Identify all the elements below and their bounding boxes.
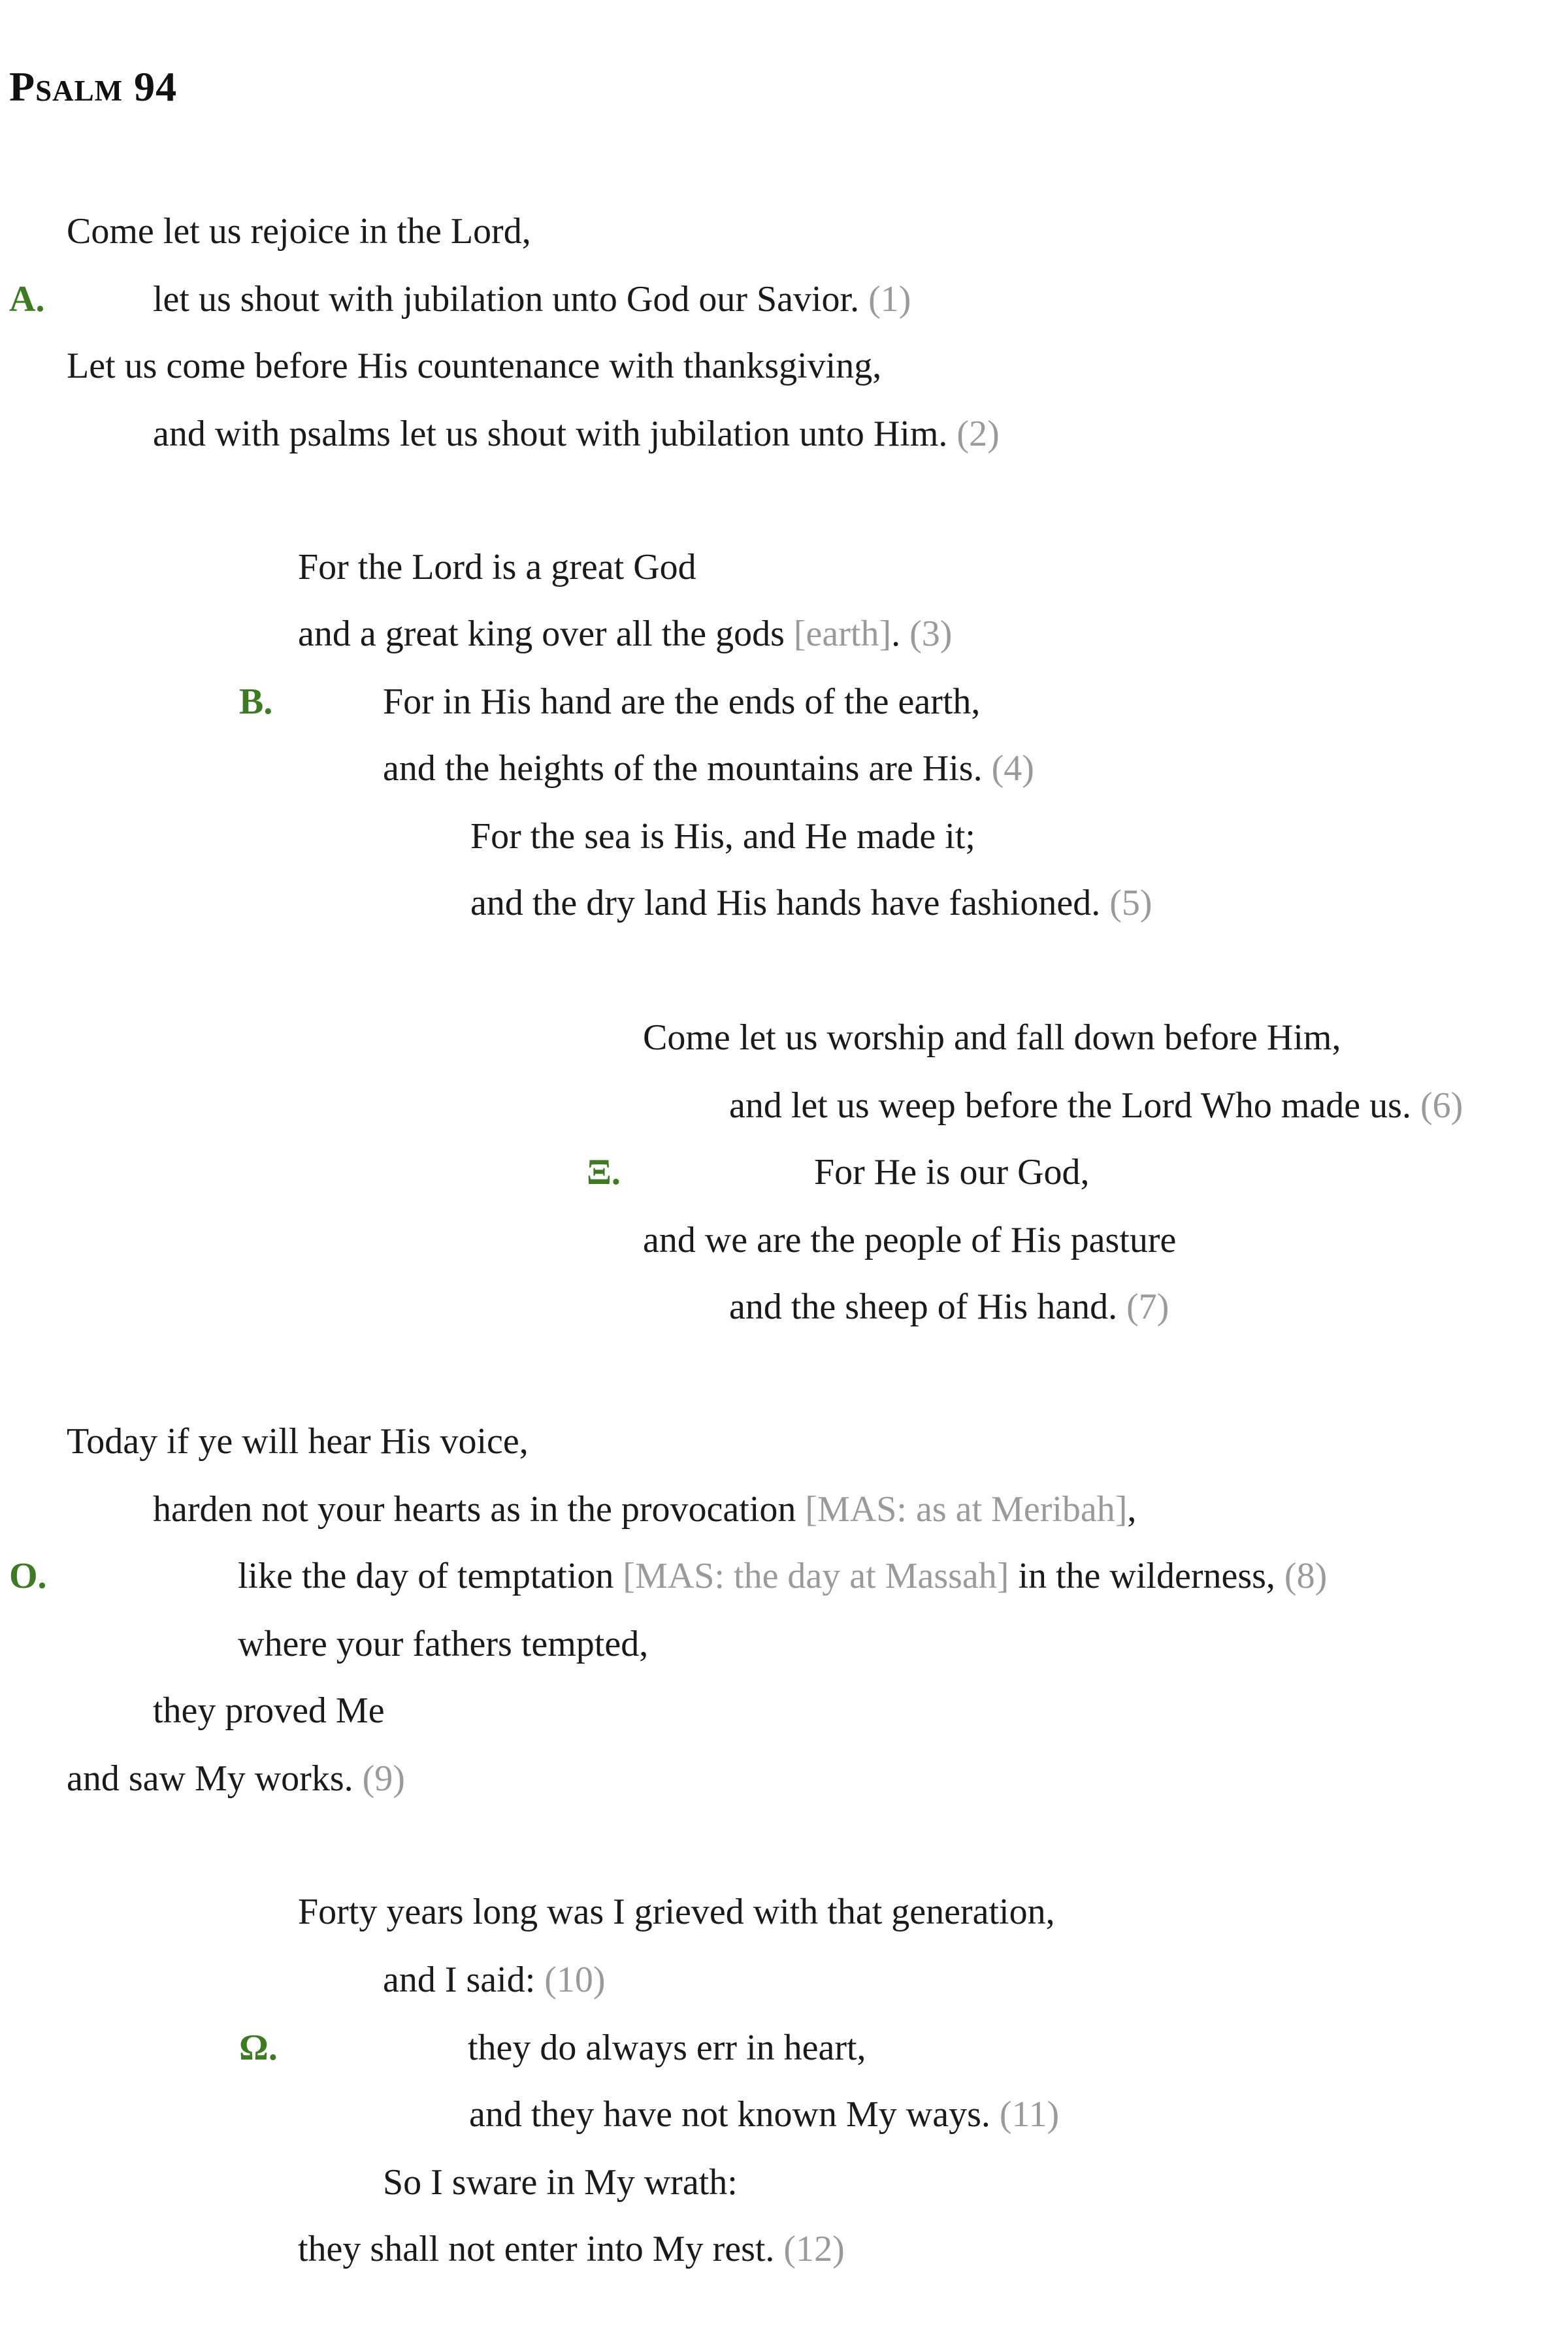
verse-number: (11)	[999, 2094, 1060, 2135]
verse-text: Come let us worship and fall down before Him,	[643, 1017, 1341, 1058]
verse-text: they proved Me	[153, 1690, 385, 1731]
verse-text: and a great king over all the gods	[298, 614, 785, 654]
verse-number: (4)	[991, 748, 1034, 789]
verse-text: where your fathers tempted,	[238, 1624, 649, 1664]
verse-text: and saw My works.	[67, 1758, 353, 1799]
verse-text: they shall not enter into My rest.	[298, 2229, 775, 2269]
verse-number: (10)	[544, 1960, 606, 2000]
verse-text: For the Lord is a great God	[298, 547, 696, 587]
verse-line	[238, 1553, 1327, 1600]
verse-line	[67, 1418, 529, 1465]
verse-number: (8)	[1284, 1556, 1328, 1596]
verse-text: and I said:	[383, 1960, 536, 2000]
verse-line	[153, 1687, 385, 1734]
verse-line	[643, 1014, 1341, 1061]
verse-text: and the dry land His hands have fashioned.	[470, 883, 1101, 923]
note-text: : as at Meribah]	[896, 1489, 1128, 1530]
verse-text: and let us weep before the Lord Who made us.	[729, 1085, 1411, 1126]
stanza-marker-omega: Ω.	[239, 2028, 278, 2068]
verse-number: (9)	[362, 1758, 405, 1799]
verse-text: let us shout with jubilation unto God our Savior.	[153, 279, 860, 320]
verse-text: Come let us rejoice in the Lord,	[67, 211, 531, 252]
verse-line	[470, 813, 975, 860]
verse-line	[383, 678, 980, 725]
verse-number: (3)	[909, 614, 953, 654]
verse-line	[383, 1956, 606, 2003]
verse-text: and the sheep of His hand.	[729, 1287, 1118, 1327]
textual-note: [MAS: as at Meribah]	[805, 1489, 1128, 1530]
stanza-marker-o: O.	[9, 1556, 47, 1596]
note-text: : the day at Massah]	[714, 1556, 1009, 1596]
verse-text: For in His hand are the ends of the earth,	[383, 682, 981, 722]
verse-text: harden not your hearts as in the provocation	[153, 1489, 796, 1530]
verse-line	[298, 2226, 845, 2273]
verse-line	[383, 2159, 738, 2206]
verse-line	[67, 1755, 405, 1802]
verse-number: (12)	[783, 2229, 845, 2269]
verse-line	[469, 2091, 1059, 2138]
verse-line	[67, 342, 881, 389]
verse-line	[383, 745, 1034, 792]
verse-line	[729, 1082, 1463, 1129]
verse-text: For the sea is His, and He made it;	[470, 816, 975, 857]
verse-line	[67, 208, 531, 255]
verse-number: (1)	[868, 279, 911, 320]
verse-number: (7)	[1126, 1287, 1169, 1327]
verse-line	[298, 544, 696, 591]
verse-text: like the day of temptation	[238, 1556, 614, 1596]
verse-line	[153, 276, 911, 323]
verse-text-after: in the wilderness,	[1018, 1556, 1275, 1596]
verse-line	[729, 1283, 1169, 1330]
verse-line	[468, 2024, 866, 2071]
verse-text-after: ,	[1127, 1489, 1137, 1530]
verse-line	[643, 1217, 1176, 1264]
verse-line	[298, 1888, 1055, 1935]
verse-number: (5)	[1109, 883, 1152, 923]
note-source-label: MAS	[817, 1489, 897, 1530]
verse-text: Forty years long was I grieved with that generation,	[298, 1892, 1055, 1932]
verse-number: (6)	[1420, 1085, 1463, 1126]
verse-line	[470, 879, 1152, 927]
verse-line	[238, 1620, 648, 1668]
textual-note: [MAS: the day at Massah]	[623, 1556, 1009, 1596]
psalm-title: Psalm 94	[9, 63, 178, 110]
verse-text: Today if ye will hear His voice,	[67, 1421, 529, 1462]
verse-text: and we are the people of His pasture	[643, 1220, 1177, 1260]
verse-text: So I sware in My wrath:	[383, 2162, 738, 2203]
verse-text-after: .	[891, 614, 901, 654]
verse-text: Let us come before His countenance with thanksgiving,	[67, 346, 882, 386]
verse-number: (2)	[956, 414, 1000, 454]
note-source-label: MAS	[635, 1556, 715, 1596]
verse-line	[153, 1486, 1136, 1533]
stanza-marker-a: A.	[9, 279, 45, 320]
verse-text: and they have not known My ways.	[469, 2094, 990, 2135]
textual-note: [earth]	[793, 614, 892, 654]
verse-text: they do always err in heart,	[468, 2028, 866, 2068]
verse-text: and with psalms let us shout with jubilation unto Him.	[153, 414, 948, 454]
verse-text: For He is our God,	[814, 1152, 1090, 1192]
stanza-marker-xi: Ξ.	[587, 1152, 621, 1192]
verse-line	[298, 610, 952, 657]
verse-line	[814, 1149, 1090, 1196]
verse-line	[153, 410, 1000, 457]
verse-text: and the heights of the mountains are His.	[383, 748, 983, 789]
stanza-marker-b: B.	[239, 682, 273, 722]
